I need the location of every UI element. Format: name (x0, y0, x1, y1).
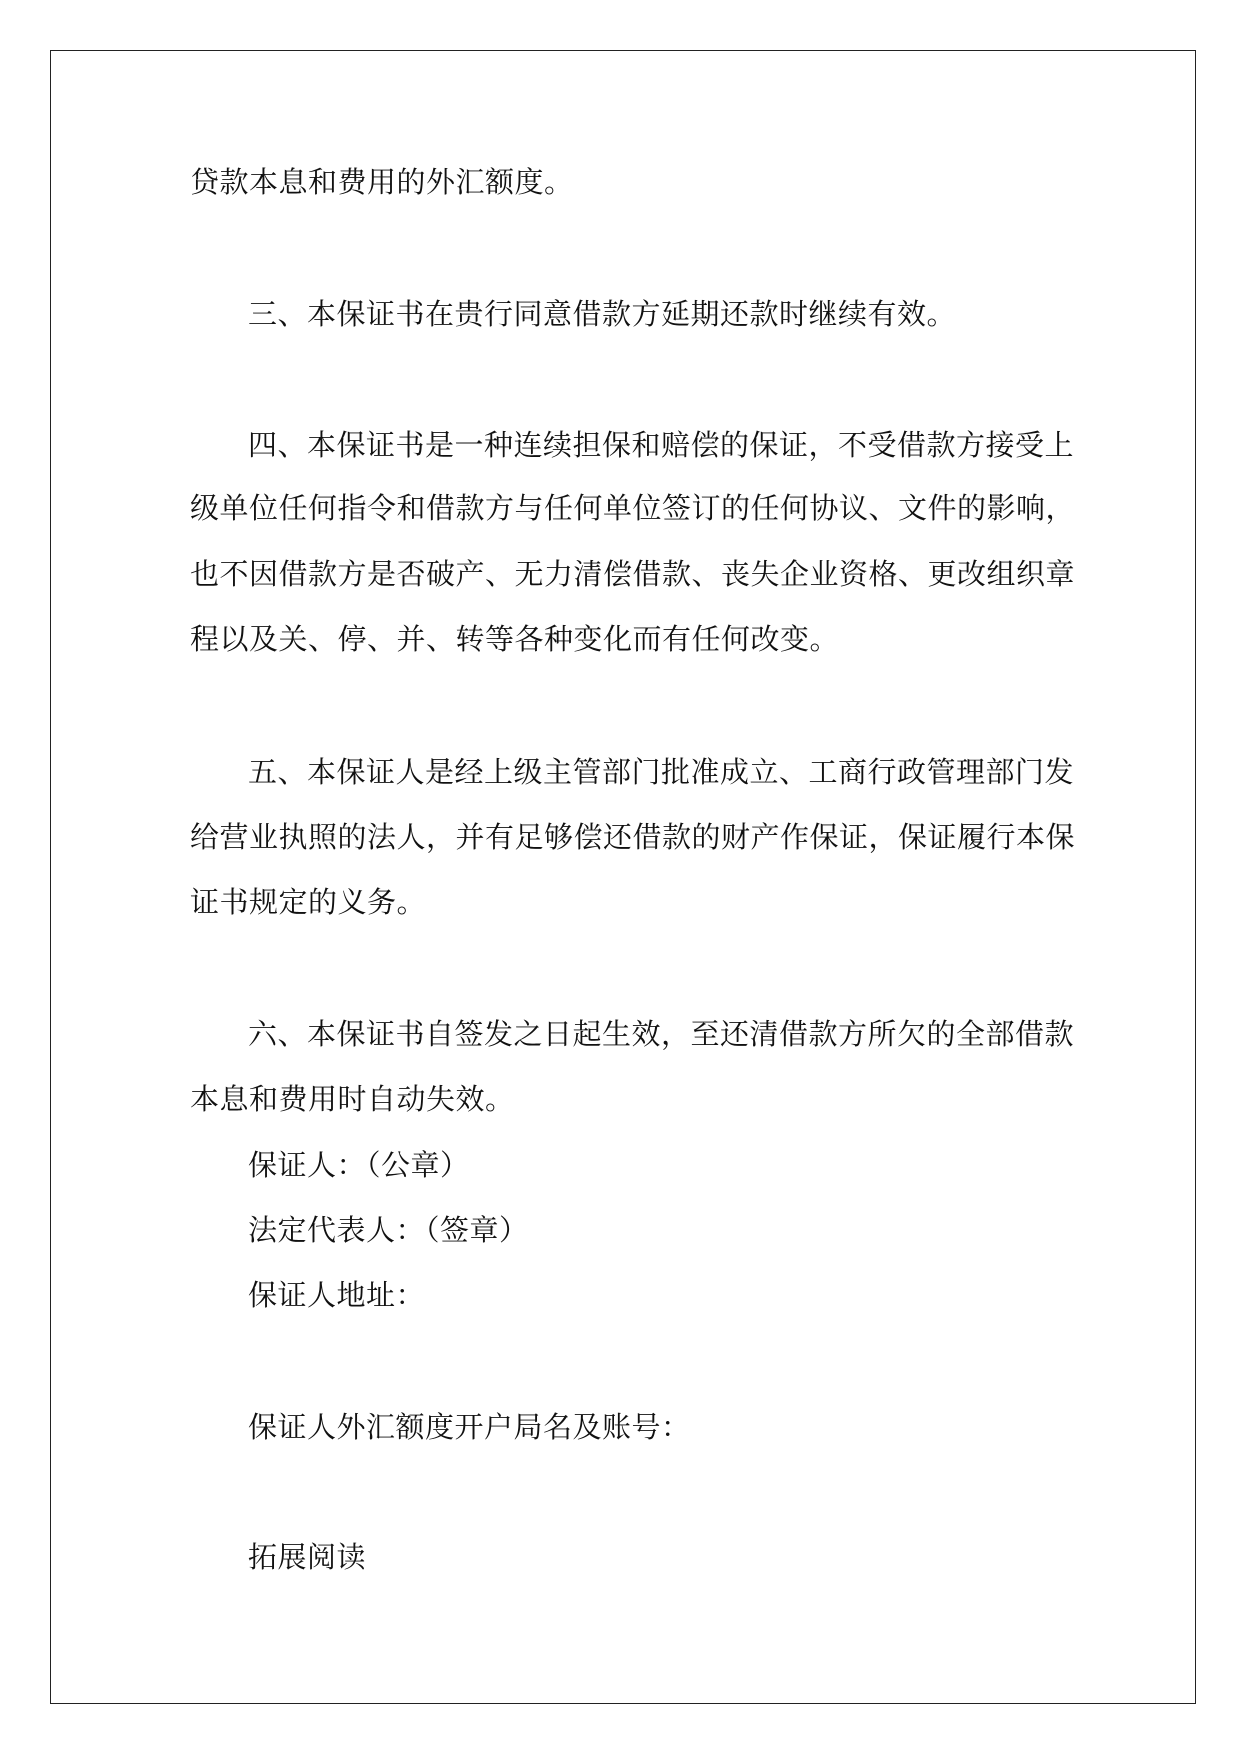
guarantor-address: 保证人地址： (248, 1278, 426, 1312)
clause-4-line-4: 程以及关、停、并、转等各种变化而有任何改变。 (190, 622, 840, 656)
text-line-1: 贷款本息和费用的外汇额度。 (190, 165, 574, 199)
guarantor-seal: 保证人：（公章） (248, 1148, 470, 1182)
guarantor-account: 保证人外汇额度开户局名及账号： (248, 1410, 691, 1444)
clause-6-line-2: 本息和费用时自动失效。 (190, 1082, 515, 1116)
clause-4-line-2: 级单位任何指令和借款方与任何单位签订的任何协议、文件的影响， (190, 491, 1076, 525)
clause-5-line-2: 给营业执照的法人，并有足够偿还借款的财产作保证，保证履行本保 (190, 820, 1076, 854)
clause-6-line-1: 六、本保证书自签发之日起生效，至还清借款方所欠的全部借款 (248, 1017, 1075, 1051)
clause-4-line-3: 也不因借款方是否破产、无力清偿借款、丧失企业资格、更改组织章 (190, 557, 1076, 591)
clause-5-line-1: 五、本保证人是经上级主管部门批准成立、工商行政管理部门发 (248, 755, 1075, 789)
extended-reading: 拓展阅读 (248, 1540, 367, 1574)
legal-representative-signature: 法定代表人：（签章） (248, 1213, 529, 1247)
clause-3: 三、本保证书在贵行同意借款方延期还款时继续有效。 (248, 297, 957, 331)
clause-5-line-3: 证书规定的义务。 (190, 885, 427, 919)
clause-4-line-1: 四、本保证书是一种连续担保和赔偿的保证，不受借款方接受上 (248, 428, 1075, 462)
